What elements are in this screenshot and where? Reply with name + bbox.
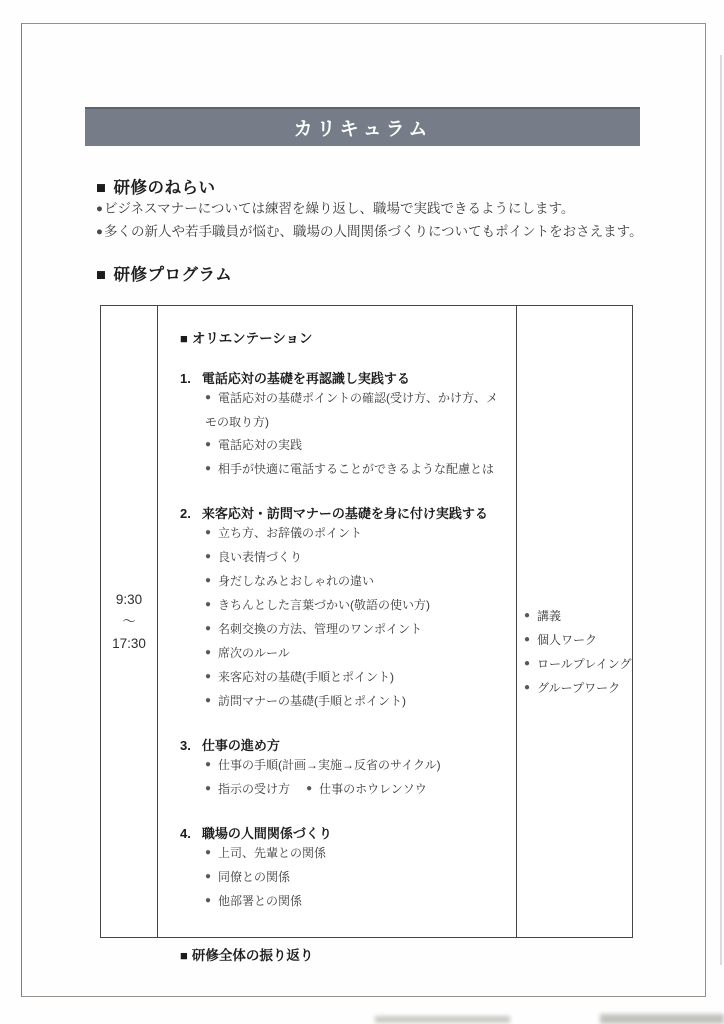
bullet-icon: ● <box>205 392 212 403</box>
program-heading-label: 研修プログラム <box>113 266 233 284</box>
method-item <box>524 629 632 653</box>
program-item <box>180 778 510 802</box>
program-heading <box>96 261 232 285</box>
square-marker-icon: ■ <box>96 179 107 197</box>
bullet-icon: ● <box>205 783 212 794</box>
program-item <box>180 666 510 690</box>
program-item <box>180 642 510 666</box>
bullet-icon: ● <box>205 759 212 770</box>
bullet-icon: ● <box>205 847 212 858</box>
section-number: 4. <box>180 826 191 841</box>
item-text: 上司、先輩との関係 <box>218 846 327 860</box>
item-text: 訪問マナーの基礎(手順とポイント) <box>218 694 407 708</box>
time-end: 17:30 <box>112 635 146 651</box>
program-section-2 <box>180 503 510 714</box>
bullet-icon: ● <box>96 226 103 238</box>
item-text: 同僚との関係 <box>218 870 291 884</box>
content-cell <box>158 306 517 963</box>
methods-cell <box>517 306 632 937</box>
closing-label: 研修全体の振り返り <box>191 948 314 963</box>
aims-heading-label: 研修のねらい <box>113 179 216 197</box>
method-item <box>524 605 632 629</box>
scan-smudge-artifact <box>600 1014 724 1024</box>
program-section-4 <box>180 823 510 914</box>
section-title-label: 電話応対の基礎を再認識し実践する <box>201 371 410 386</box>
item-text: 良い表情づくり <box>218 550 303 564</box>
section-title-label: 仕事の進め方 <box>201 738 280 753</box>
method-label: 講義 <box>537 608 562 623</box>
bullet-icon: ● <box>205 671 212 682</box>
bullet-icon: ● <box>205 439 212 450</box>
section-number: 3. <box>180 738 191 753</box>
aims-section <box>96 174 644 244</box>
section-title-label: 来客応対・訪問マナーの基礎を身に付け実践する <box>201 506 488 521</box>
section-number: 1. <box>180 371 191 386</box>
bullet-icon: ● <box>524 681 531 693</box>
square-marker-icon: ■ <box>180 948 188 963</box>
section-title <box>180 735 510 754</box>
program-item <box>180 866 510 890</box>
bullet-icon: ● <box>205 575 212 586</box>
bullet-icon: ● <box>205 527 212 538</box>
bullet-icon: ● <box>205 695 212 706</box>
methods-list <box>524 605 632 701</box>
item-text: 名刺交換の方法、管理のワンポイント <box>218 622 423 636</box>
item-text: 来客応対の基礎(手順とポイント) <box>218 670 395 684</box>
program-item <box>180 522 510 546</box>
section-title <box>180 503 510 522</box>
square-marker-icon: ■ <box>96 266 107 284</box>
item-text: 立ち方、お辞儀のポイント <box>218 526 363 540</box>
square-marker-icon: ■ <box>180 331 188 346</box>
program-item <box>180 387 510 434</box>
bullet-icon: ● <box>205 623 212 634</box>
program-item <box>180 754 510 778</box>
program-section-1 <box>180 368 510 482</box>
scan-smudge-artifact <box>375 1016 510 1023</box>
program-item <box>180 842 510 866</box>
time-start: 9:30 <box>115 591 143 607</box>
method-label: グループワーク <box>537 680 621 695</box>
bullet-icon: ● <box>524 633 531 645</box>
section-title-label: 職場の人間関係づくり <box>201 826 332 841</box>
aim-item <box>96 198 644 221</box>
program-item <box>180 434 510 458</box>
bullet-icon: ● <box>205 647 212 658</box>
aim-item <box>96 221 644 244</box>
method-item <box>524 653 632 677</box>
item-text: 身だしなみとおしゃれの違い <box>218 574 375 588</box>
bullet-icon: ● <box>205 463 212 474</box>
item-text: 電話応対の実践 <box>218 438 303 452</box>
program-item <box>180 690 510 714</box>
closing-heading <box>180 944 510 964</box>
item-text: 相手が快適に電話することができるような配慮とは <box>218 462 495 476</box>
orientation-label: オリエンテーション <box>191 331 313 346</box>
aim-text: ビジネスマナーについては練習を繰り返し、職場で実践できるようにします。 <box>103 201 575 216</box>
item-text: 他部署との関係 <box>218 894 303 908</box>
time-cell <box>101 306 158 937</box>
aim-text: 多くの新人や若手職員が悩む、職場の人間関係づくりについてもポイントをおさえます。 <box>103 224 643 239</box>
program-item <box>180 890 510 914</box>
title-bar <box>85 107 640 146</box>
time-separator: ～ <box>122 613 136 629</box>
section-number: 2. <box>180 506 191 521</box>
method-label: ロールプレイング <box>537 656 632 671</box>
method-label: 個人ワーク <box>537 632 598 647</box>
item-text: 仕事の手順(計画→実施→反省のサイクル) <box>218 758 441 772</box>
bullet-icon: ● <box>96 203 103 215</box>
item-text: きちんとした言葉づかい(敬語の使い方) <box>218 598 431 612</box>
bullet-icon: ● <box>205 551 212 562</box>
aims-heading <box>96 174 644 198</box>
bullet-icon: ● <box>524 657 531 669</box>
program-item <box>180 546 510 570</box>
program-table <box>100 305 633 963</box>
program-item <box>180 458 510 482</box>
program-item <box>180 594 510 618</box>
item-text: 電話応対の基礎ポイントの確認(受け方、かけ方、メモの取り方) <box>205 391 499 429</box>
scan-edge-artifact <box>720 55 722 965</box>
bullet-icon: ● <box>205 895 212 906</box>
program-section-3 <box>180 735 510 802</box>
program-item <box>180 618 510 642</box>
bullet-icon: ● <box>205 599 212 610</box>
item-text: 席次のルール <box>218 646 290 660</box>
bullet-icon: ● <box>306 783 313 794</box>
page-title: カリキュラム <box>293 119 432 140</box>
bullet-icon: ● <box>205 871 212 882</box>
section-title <box>180 823 510 842</box>
program-item <box>180 570 510 594</box>
item-text: 指示の受け方 <box>218 782 291 796</box>
method-item <box>524 677 632 701</box>
item-text: 仕事のホウレンソウ <box>319 782 427 796</box>
bullet-icon: ● <box>524 609 531 621</box>
orientation-heading <box>180 327 510 347</box>
section-title <box>180 368 510 387</box>
